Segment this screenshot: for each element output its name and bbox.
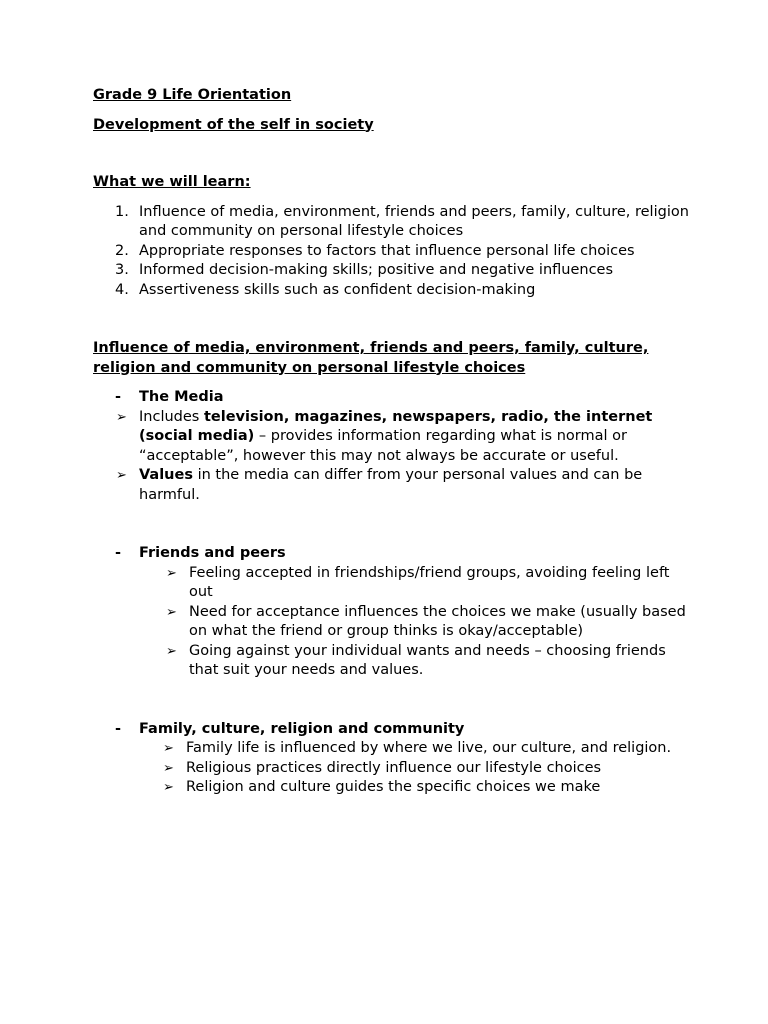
document-page — [93, 86, 693, 798]
list-item — [93, 642, 693, 681]
friends-title: Friends and peers — [139, 545, 286, 561]
arrow-bullet-icon: ➢ — [166, 604, 177, 620]
arrow-bullet-icon: ➢ — [163, 741, 174, 756]
dash-bullet: - — [115, 389, 122, 405]
media-heading — [93, 388, 693, 408]
arrow-bullet-icon: ➢ — [166, 565, 177, 581]
list-item — [93, 281, 693, 301]
list-item — [93, 603, 693, 642]
document-subtitle: Development of the self in society — [93, 116, 374, 133]
arrow-bullet-icon: ➢ — [163, 780, 174, 795]
list-item — [93, 778, 693, 798]
list-item-text: Appropriate responses to factors that influence personal life choices — [139, 242, 635, 259]
list-number: 4. — [115, 281, 129, 298]
arrow-bullet-icon: ➢ — [163, 760, 174, 776]
list-item — [93, 739, 693, 759]
friends-list — [93, 564, 693, 681]
arrow-bullet-icon: ➢ — [116, 409, 127, 425]
media-item2-bold: Values — [139, 467, 193, 483]
list-item — [93, 242, 693, 262]
learn-list — [93, 203, 693, 301]
list-item-text: Family life is influenced by where we live, our culture, and religion. — [186, 740, 672, 756]
dash-bullet: - — [115, 545, 122, 561]
family-heading — [93, 720, 693, 740]
list-item-text: Going against your individual wants and needs – choosing friends that suit your needs and values. — [189, 642, 666, 678]
arrow-bullet-icon: ➢ — [116, 468, 127, 483]
media-item1-post: – provides information regarding what is normal or “acceptable”, however this may not always be accurate or useful. — [139, 428, 627, 464]
media-item2-post: in the media can differ from your personal values and can be harmful. — [139, 467, 643, 503]
list-item-text: Assertiveness skills such as confident decision-making — [139, 281, 536, 298]
list-item-text: Religion and culture guides the specific choices we make — [186, 779, 601, 795]
list-item — [93, 759, 693, 779]
list-item-text: Informed decision-making skills; positive and negative influences — [139, 262, 614, 278]
learn-heading: What we will learn: — [93, 174, 251, 190]
friends-heading — [93, 544, 693, 564]
dash-bullet: - — [115, 720, 122, 737]
list-item-text: Need for acceptance influences the choices we make (usually based on what the friend or group thinks is okay/acceptable) — [189, 603, 686, 639]
family-list — [93, 739, 693, 798]
media-title: The Media — [139, 389, 224, 405]
list-item-text: Feeling accepted in friendships/friend groups, avoiding feeling left out — [189, 564, 670, 600]
list-item — [93, 203, 693, 242]
list-item — [93, 564, 693, 603]
list-number: 1. — [115, 203, 129, 220]
section-heading: Influence of media, environment, friends and peers, family, culture, religion and community on personal lifestyle choices — [93, 340, 649, 376]
list-number: 3. — [115, 262, 129, 278]
media-item1-bold: television, magazines, newspapers, radio, the internet (social media) — [139, 408, 653, 444]
media-item1-pre: Includes — [139, 408, 204, 425]
list-number: 2. — [115, 242, 129, 259]
list-item — [93, 408, 693, 467]
list-item — [93, 466, 693, 505]
list-item-text: Religious practices directly influence our lifestyle choices — [186, 759, 602, 776]
document-title: Grade 9 Life Orientation — [93, 87, 292, 103]
arrow-bullet-icon: ➢ — [166, 643, 177, 659]
list-item — [93, 261, 693, 281]
list-item-text: Influence of media, environment, friends and peers, family, culture, religion and community on personal lifestyle choices — [139, 203, 689, 239]
media-list — [93, 408, 693, 506]
family-title: Family, culture, religion and community — [139, 720, 465, 737]
